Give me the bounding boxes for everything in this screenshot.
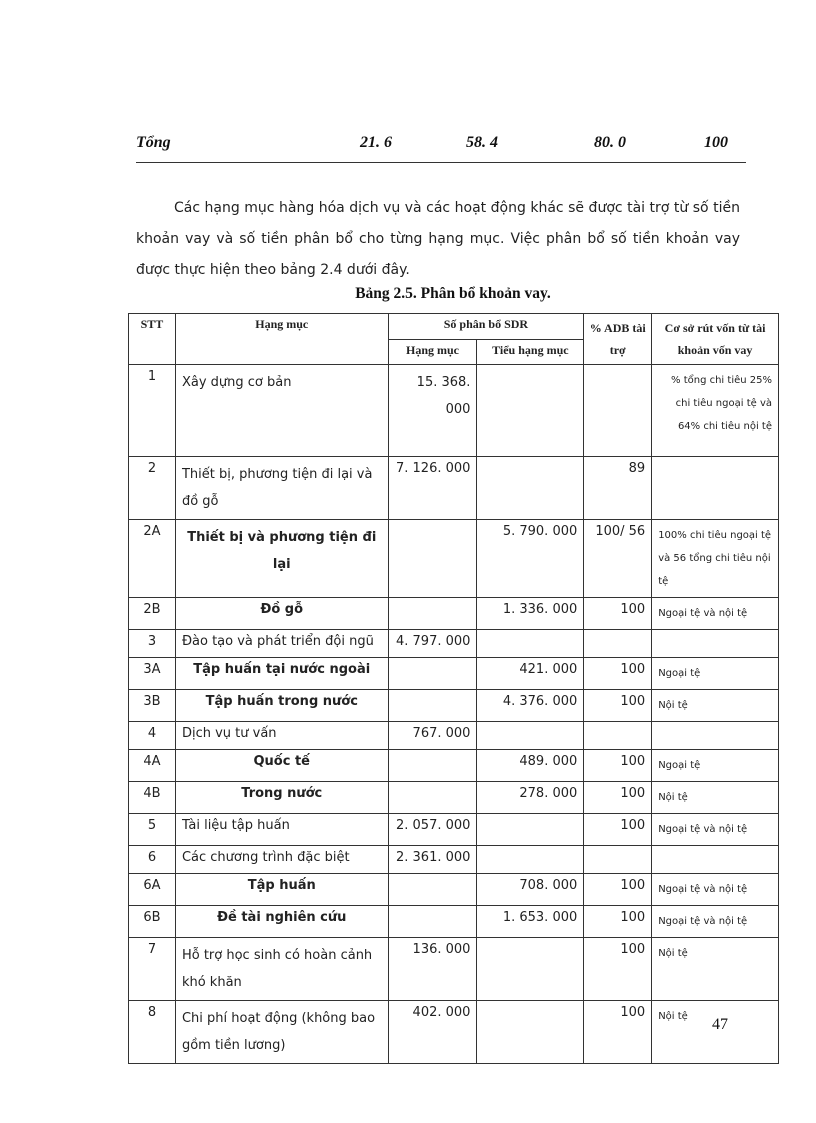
cell-stt: 2 <box>129 457 176 520</box>
cell-co-so: Ngoại tệ và nội tệ <box>652 598 779 630</box>
allocation-table <box>128 313 779 1064</box>
cell-adb: 100 <box>584 906 652 938</box>
cell-adb: 100 <box>584 1001 652 1064</box>
cell-adb: 100 <box>584 658 652 690</box>
cell-co-so <box>652 630 779 658</box>
table-row <box>129 457 779 520</box>
cell-adb: 100 <box>584 750 652 782</box>
cell-tieu-hang-muc: 489. 000 <box>477 750 584 782</box>
page-number: 47 <box>712 1016 728 1033</box>
cell-name: Thiết bị, phương tiện đi lại và đồ gỗ <box>175 457 388 520</box>
header-so-phan-bo: Số phân bổ SDR <box>388 314 584 340</box>
cell-stt: 8 <box>129 1001 176 1064</box>
paragraph-text: Các hạng mục hàng hóa dịch vụ và các hoạt động khác sẽ được tài trợ từ số tiền khoản vay và số tiền phân bổ cho từng hạng mục. Việc phân bổ số tiền khoản vay được thực hiện theo bảng 2.4 dưới đây. <box>136 200 740 278</box>
cell-adb <box>584 846 652 874</box>
cell-adb: 100 <box>584 874 652 906</box>
cell-adb <box>584 722 652 750</box>
cell-stt: 3A <box>129 658 176 690</box>
cell-stt: 2B <box>129 598 176 630</box>
cell-hang-muc <box>388 598 477 630</box>
cell-adb: 89 <box>584 457 652 520</box>
cell-hang-muc <box>388 658 477 690</box>
cell-hang-muc <box>388 874 477 906</box>
total-label: Tổng <box>136 134 171 151</box>
cell-co-so: Nội tệ <box>652 690 779 722</box>
cell-name: Đề tài nghiên cứu <box>175 906 388 938</box>
cell-co-so: Nội tệ <box>652 782 779 814</box>
cell-tieu-hang-muc: 5. 790. 000 <box>477 520 584 598</box>
cell-co-so: 100% chi tiêu ngoại tệ và 56 tổng chi tiêu nội tệ <box>652 520 779 598</box>
table-row <box>129 690 779 722</box>
cell-co-so: Ngoại tệ và nội tệ <box>652 814 779 846</box>
cell-stt: 6 <box>129 846 176 874</box>
cell-name: Tập huấn tại nước ngoài <box>175 658 388 690</box>
total-value-2: 58. 4 <box>466 134 498 151</box>
cell-co-so: Ngoại tệ và nội tệ <box>652 874 779 906</box>
header-hang-muc: Hạng mục <box>175 314 388 365</box>
table-row <box>129 906 779 938</box>
table-row <box>129 750 779 782</box>
table-row <box>129 782 779 814</box>
table-row <box>129 814 779 846</box>
cell-stt: 4 <box>129 722 176 750</box>
cell-stt: 6A <box>129 874 176 906</box>
cell-adb: 100 <box>584 782 652 814</box>
cell-hang-muc: 7. 126. 000 <box>388 457 477 520</box>
cell-stt: 3B <box>129 690 176 722</box>
cell-tieu-hang-muc <box>477 814 584 846</box>
cell-stt: 6B <box>129 906 176 938</box>
cell-tieu-hang-muc: 708. 000 <box>477 874 584 906</box>
table-row <box>129 938 779 1001</box>
cell-co-so: Ngoại tệ <box>652 750 779 782</box>
cell-co-so: Nội tệ <box>652 1001 779 1064</box>
total-value-3: 80. 0 <box>594 134 626 151</box>
cell-stt: 2A <box>129 520 176 598</box>
cell-hang-muc <box>388 520 477 598</box>
cell-co-so: Ngoại tệ và nội tệ <box>652 906 779 938</box>
cell-co-so: % tổng chi tiêu 25% chi tiêu ngoại tệ và 64% chi tiêu nội tệ <box>652 365 779 457</box>
total-value-4: 100 <box>704 134 728 151</box>
table-row <box>129 1001 779 1064</box>
cell-tieu-hang-muc <box>477 722 584 750</box>
cell-co-so: Ngoại tệ <box>652 658 779 690</box>
cell-name: Tập huấn trong nước <box>175 690 388 722</box>
cell-co-so <box>652 722 779 750</box>
table-row <box>129 520 779 598</box>
cell-name: Đào tạo và phát triển đội ngũ <box>175 630 388 658</box>
cell-stt: 4B <box>129 782 176 814</box>
cell-name: Chi phí hoạt động (không bao gồm tiền lương) <box>175 1001 388 1064</box>
cell-tieu-hang-muc <box>477 630 584 658</box>
header-stt: STT <box>129 314 176 365</box>
body-paragraph <box>136 193 740 286</box>
cell-co-so <box>652 846 779 874</box>
table-row <box>129 365 779 457</box>
header-sub-hang-muc: Hạng mục <box>388 339 477 365</box>
cell-hang-muc: 767. 000 <box>388 722 477 750</box>
table-row <box>129 846 779 874</box>
cell-tieu-hang-muc <box>477 846 584 874</box>
total-row <box>136 132 746 163</box>
cell-name: Đồ gỗ <box>175 598 388 630</box>
cell-name: Tập huấn <box>175 874 388 906</box>
cell-adb <box>584 630 652 658</box>
cell-stt: 3 <box>129 630 176 658</box>
table-caption: Bảng 2.5. Phân bổ khoản vay. <box>355 285 551 302</box>
cell-co-so <box>652 457 779 520</box>
cell-stt: 1 <box>129 365 176 457</box>
cell-hang-muc <box>388 690 477 722</box>
cell-name: Trong nước <box>175 782 388 814</box>
cell-hang-muc: 2. 057. 000 <box>388 814 477 846</box>
cell-name: Dịch vụ tư vấn <box>175 722 388 750</box>
header-adb: % ADB tài trợ <box>584 314 652 365</box>
cell-tieu-hang-muc <box>477 1001 584 1064</box>
table-row <box>129 658 779 690</box>
cell-name: Quốc tế <box>175 750 388 782</box>
header-sub-tieu-hang-muc: Tiểu hạng mục <box>477 339 584 365</box>
header-co-so: Cơ sở rút vốn từ tài khoản vốn vay <box>652 314 779 365</box>
cell-co-so: Nội tệ <box>652 938 779 1001</box>
cell-tieu-hang-muc: 278. 000 <box>477 782 584 814</box>
cell-hang-muc: 402. 000 <box>388 1001 477 1064</box>
cell-adb: 100 <box>584 690 652 722</box>
table-row <box>129 630 779 658</box>
cell-name: Hỗ trợ học sinh có hoàn cảnh khó khăn <box>175 938 388 1001</box>
cell-hang-muc <box>388 906 477 938</box>
table-row <box>129 598 779 630</box>
cell-adb: 100 <box>584 938 652 1001</box>
total-value-1: 21. 6 <box>360 134 392 151</box>
cell-hang-muc: 4. 797. 000 <box>388 630 477 658</box>
cell-adb: 100 <box>584 814 652 846</box>
cell-stt: 4A <box>129 750 176 782</box>
cell-hang-muc: 136. 000 <box>388 938 477 1001</box>
cell-stt: 5 <box>129 814 176 846</box>
cell-tieu-hang-muc <box>477 457 584 520</box>
cell-tieu-hang-muc <box>477 365 584 457</box>
header-row <box>129 314 779 340</box>
cell-tieu-hang-muc <box>477 938 584 1001</box>
cell-stt: 7 <box>129 938 176 1001</box>
cell-hang-muc: 15. 368. 000 <box>388 365 477 457</box>
table-row <box>129 874 779 906</box>
cell-name: Thiết bị và phương tiện đi lại <box>175 520 388 598</box>
cell-tieu-hang-muc: 1. 336. 000 <box>477 598 584 630</box>
cell-adb: 100/ 56 <box>584 520 652 598</box>
cell-name: Các chương trình đặc biệt <box>175 846 388 874</box>
cell-hang-muc: 2. 361. 000 <box>388 846 477 874</box>
cell-adb: 100 <box>584 598 652 630</box>
cell-hang-muc <box>388 782 477 814</box>
table-row <box>129 722 779 750</box>
cell-name: Xây dựng cơ bản <box>175 365 388 457</box>
cell-name: Tài liệu tập huấn <box>175 814 388 846</box>
cell-hang-muc <box>388 750 477 782</box>
cell-adb <box>584 365 652 457</box>
cell-tieu-hang-muc: 1. 653. 000 <box>477 906 584 938</box>
cell-tieu-hang-muc: 421. 000 <box>477 658 584 690</box>
cell-tieu-hang-muc: 4. 376. 000 <box>477 690 584 722</box>
